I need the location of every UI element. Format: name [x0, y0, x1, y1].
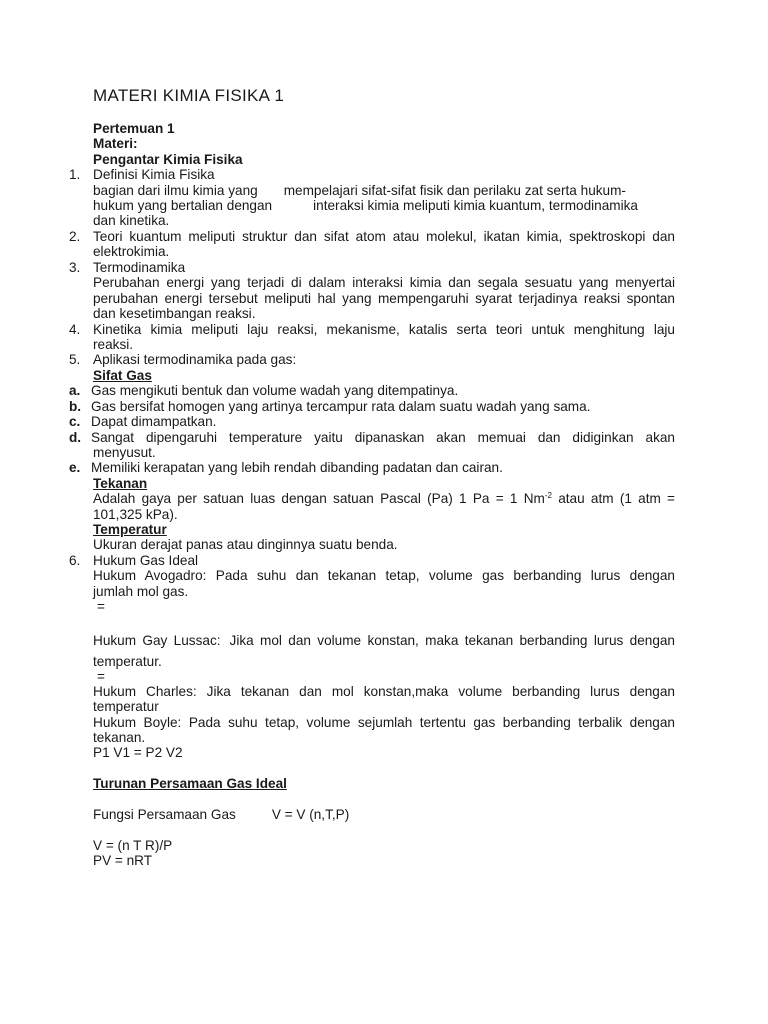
- text-fragment: hukum yang bertalian dengan: [93, 198, 273, 213]
- list-letter: e.: [69, 460, 81, 475]
- list-item: Gas bersifat homogen yang artinya tercampur rata dalam suatu wadah yang sama.: [91, 399, 591, 414]
- list-letter: c.: [69, 414, 81, 429]
- equation-line: P1 V1 = P2 V2: [93, 745, 183, 760]
- text-fragment: Jika mol dan volume konstan, maka tekanan berbanding lurus dengan: [229, 633, 675, 648]
- equation-line: [93, 807, 675, 823]
- item-number: 6.: [69, 553, 81, 568]
- section-heading-turunan: Turunan Persamaan Gas Ideal: [93, 776, 287, 791]
- paragraph-line: [93, 633, 675, 649]
- text-fragment: interaksi kimia meliputi kimia kuantum, termodinamika: [313, 198, 638, 213]
- superscript: -2: [544, 491, 552, 500]
- meeting-label: Pertemuan 1: [93, 121, 175, 136]
- list-item-continuation: menyusut.: [93, 445, 156, 460]
- list-letter: d.: [69, 430, 82, 445]
- item-heading: Termodinamika: [93, 260, 186, 275]
- equation-line: V = (n T R)/P: [93, 838, 173, 853]
- document-title: MATERI KIMIA FISIKA 1: [93, 86, 285, 105]
- paragraph-line: perubahan energi tersebut meliputi hal yang mempengaruhi syarat terjadinya reaksi spontan: [93, 291, 675, 306]
- item-number: 4.: [69, 322, 81, 337]
- paragraph-line: Hukum Boyle: Pada suhu tetap, volume sejumlah tertentu gas berbanding terbalik dengan: [93, 715, 675, 730]
- topic-heading: Pengantar Kimia Fisika: [93, 152, 243, 167]
- paragraph-line: [93, 183, 675, 199]
- item-number: 5.: [69, 352, 81, 367]
- item-heading: Hukum Gas Ideal: [93, 553, 199, 568]
- paragraph-line: Hukum Avogadro: Pada suhu dan tekanan tetap, volume gas berbanding lurus dengan: [93, 568, 675, 583]
- list-item: Gas mengikuti bentuk dan volume wadah yang ditempatinya.: [91, 383, 459, 398]
- equation-placeholder: =: [97, 599, 105, 614]
- paragraph-line: reaksi.: [93, 337, 134, 352]
- section-heading-temperatur: Temperatur: [93, 522, 167, 537]
- paragraph-line: Perubahan energi yang terjadi di dalam interaksi kimia dan segala sesuatu yang menyertai: [93, 275, 675, 290]
- section-heading-sifat-gas: Sifat Gas: [93, 368, 152, 383]
- paragraph-line: dan kinetika.: [93, 213, 170, 228]
- list-item: Memiliki kerapatan yang lebih rendah dibanding padatan dan cairan.: [91, 460, 503, 475]
- item-heading: Definisi Kimia Fisika: [93, 167, 215, 182]
- section-heading-tekanan: Tekanan: [93, 476, 148, 491]
- text-fragment: Fungsi Persamaan Gas: [93, 807, 236, 822]
- item-number: 3.: [69, 260, 81, 275]
- paragraph-line: 101,325 kPa).: [93, 507, 178, 522]
- paragraph-line: Ukuran derajat panas atau dinginnya suatu benda.: [93, 537, 398, 552]
- paragraph-line: dan kesetimbangan reaksi.: [93, 306, 256, 321]
- text-fragment: atau atm (1 atm =: [551, 491, 675, 506]
- paragraph-line: Hukum Charles: Jika tekanan dan mol konstan,maka volume berbanding lurus dengan: [93, 684, 675, 699]
- paragraph-line: jumlah mol gas.: [93, 584, 189, 599]
- list-letter: b.: [69, 399, 82, 414]
- text-fragment: mempelajari sifat-sifat fisik dan perilaku zat serta hukum-: [283, 183, 626, 198]
- list-item: Sangat dipengaruhi temperature yaitu dipanaskan akan memuai dan didiginkan akan: [91, 430, 675, 445]
- materi-label: Materi:: [93, 136, 138, 151]
- paragraph-line: [93, 491, 675, 507]
- item-number: 2.: [69, 229, 81, 244]
- paragraph-line: tekanan.: [93, 730, 146, 745]
- item-number: 1.: [69, 167, 81, 182]
- paragraph-line: Kinetika kimia meliputi laju reaksi, mekanisme, katalis serta teori untuk menghitung laju: [93, 322, 675, 337]
- paragraph-line: temperatur.: [93, 654, 162, 669]
- paragraph-line: temperatur: [93, 699, 159, 714]
- equation-placeholder: =: [97, 669, 105, 684]
- paragraph-line: Teori kuantum meliputi struktur dan sifat atom atau molekul, ikatan kimia, spektroskopi dan: [93, 229, 675, 244]
- item-heading: Aplikasi termodinamika pada gas:: [93, 352, 297, 367]
- equation-line: PV = nRT: [93, 853, 153, 868]
- paragraph-line: elektrokimia.: [93, 244, 170, 259]
- list-letter: a.: [69, 383, 81, 398]
- text-fragment: V = V (n,T,P): [271, 807, 350, 822]
- text-fragment: Adalah gaya per satuan luas dengan satuan Pascal (Pa) 1 Pa = 1 Nm: [93, 491, 545, 506]
- text-fragment: bagian dari ilmu kimia yang: [93, 183, 258, 198]
- paragraph-line: [93, 198, 675, 214]
- text-fragment: Hukum Gay Lussac:: [93, 633, 221, 648]
- list-item: Dapat dimampatkan.: [91, 414, 217, 429]
